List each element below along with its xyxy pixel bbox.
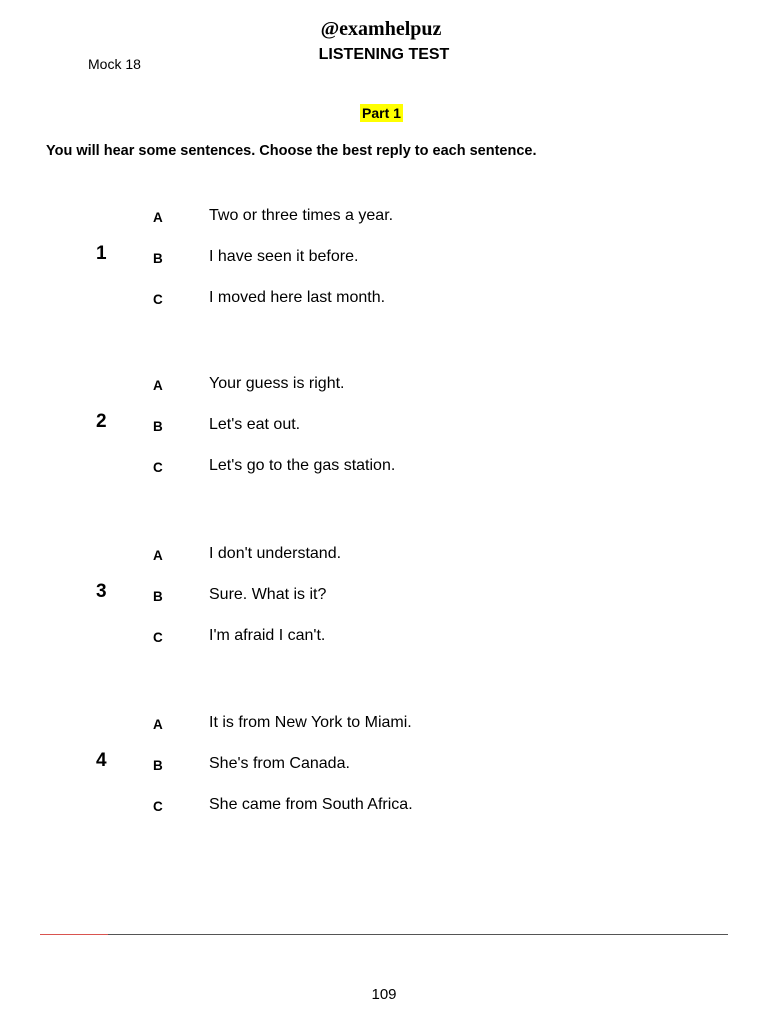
option-letter: C [153, 799, 163, 814]
answer-option-1a[interactable] [0, 207, 600, 231]
option-text: I have seen it before. [209, 248, 359, 265]
question-block-1 [0, 207, 768, 337]
question-number: 1 [96, 243, 107, 264]
question-number: 3 [96, 581, 107, 602]
answer-option-2b[interactable] [0, 416, 600, 440]
question-number: 4 [96, 750, 107, 771]
answer-option-4b[interactable] [0, 755, 600, 779]
footer-divider [40, 934, 728, 935]
answer-option-1c[interactable] [0, 289, 600, 313]
option-text: Two or three times a year. [209, 207, 394, 224]
option-letter: C [153, 460, 163, 475]
mock-label: Mock 18 [88, 56, 141, 72]
option-letter: B [153, 419, 163, 434]
option-letter: B [153, 251, 163, 266]
test-title: LISTENING TEST [318, 46, 450, 63]
option-letter: B [153, 758, 163, 773]
option-text: I don't understand. [209, 545, 342, 562]
option-text: Your guess is right. [209, 375, 345, 392]
question-block-2 [0, 375, 768, 505]
answer-option-2c[interactable] [0, 457, 600, 481]
option-letter: A [153, 548, 163, 563]
answer-option-4c[interactable] [0, 796, 600, 820]
footer-divider-accent [40, 934, 108, 935]
option-text: I moved here last month. [209, 289, 386, 306]
option-text: She came from South Africa. [209, 796, 413, 813]
option-text: I'm afraid I can't. [209, 627, 326, 644]
answer-option-3b[interactable] [0, 586, 600, 610]
question-block-3 [0, 545, 768, 675]
question-number: 2 [96, 411, 107, 432]
option-letter: C [153, 630, 163, 645]
option-text: Let's eat out. [209, 416, 301, 433]
page-number: 109 [371, 986, 397, 1003]
instruction-text: You will hear some sentences. Choose the best reply to each sentence. [46, 143, 537, 159]
option-letter: B [153, 589, 163, 604]
question-block-4 [0, 714, 768, 844]
answer-option-4a[interactable] [0, 714, 600, 738]
answer-option-2a[interactable] [0, 375, 600, 399]
option-text: Let's go to the gas station. [209, 457, 396, 474]
option-text: She's from Canada. [209, 755, 350, 772]
option-letter: C [153, 292, 163, 307]
option-text: Sure. What is it? [209, 586, 327, 603]
option-letter: A [153, 210, 163, 225]
part-label: Part 1 [362, 105, 401, 121]
option-letter: A [153, 378, 163, 393]
brand-title: @examhelpuz [320, 18, 442, 40]
answer-option-3c[interactable] [0, 627, 600, 651]
answer-option-1b[interactable] [0, 248, 600, 272]
option-letter: A [153, 717, 163, 732]
answer-option-3a[interactable] [0, 545, 600, 569]
option-text: It is from New York to Miami. [209, 714, 412, 731]
